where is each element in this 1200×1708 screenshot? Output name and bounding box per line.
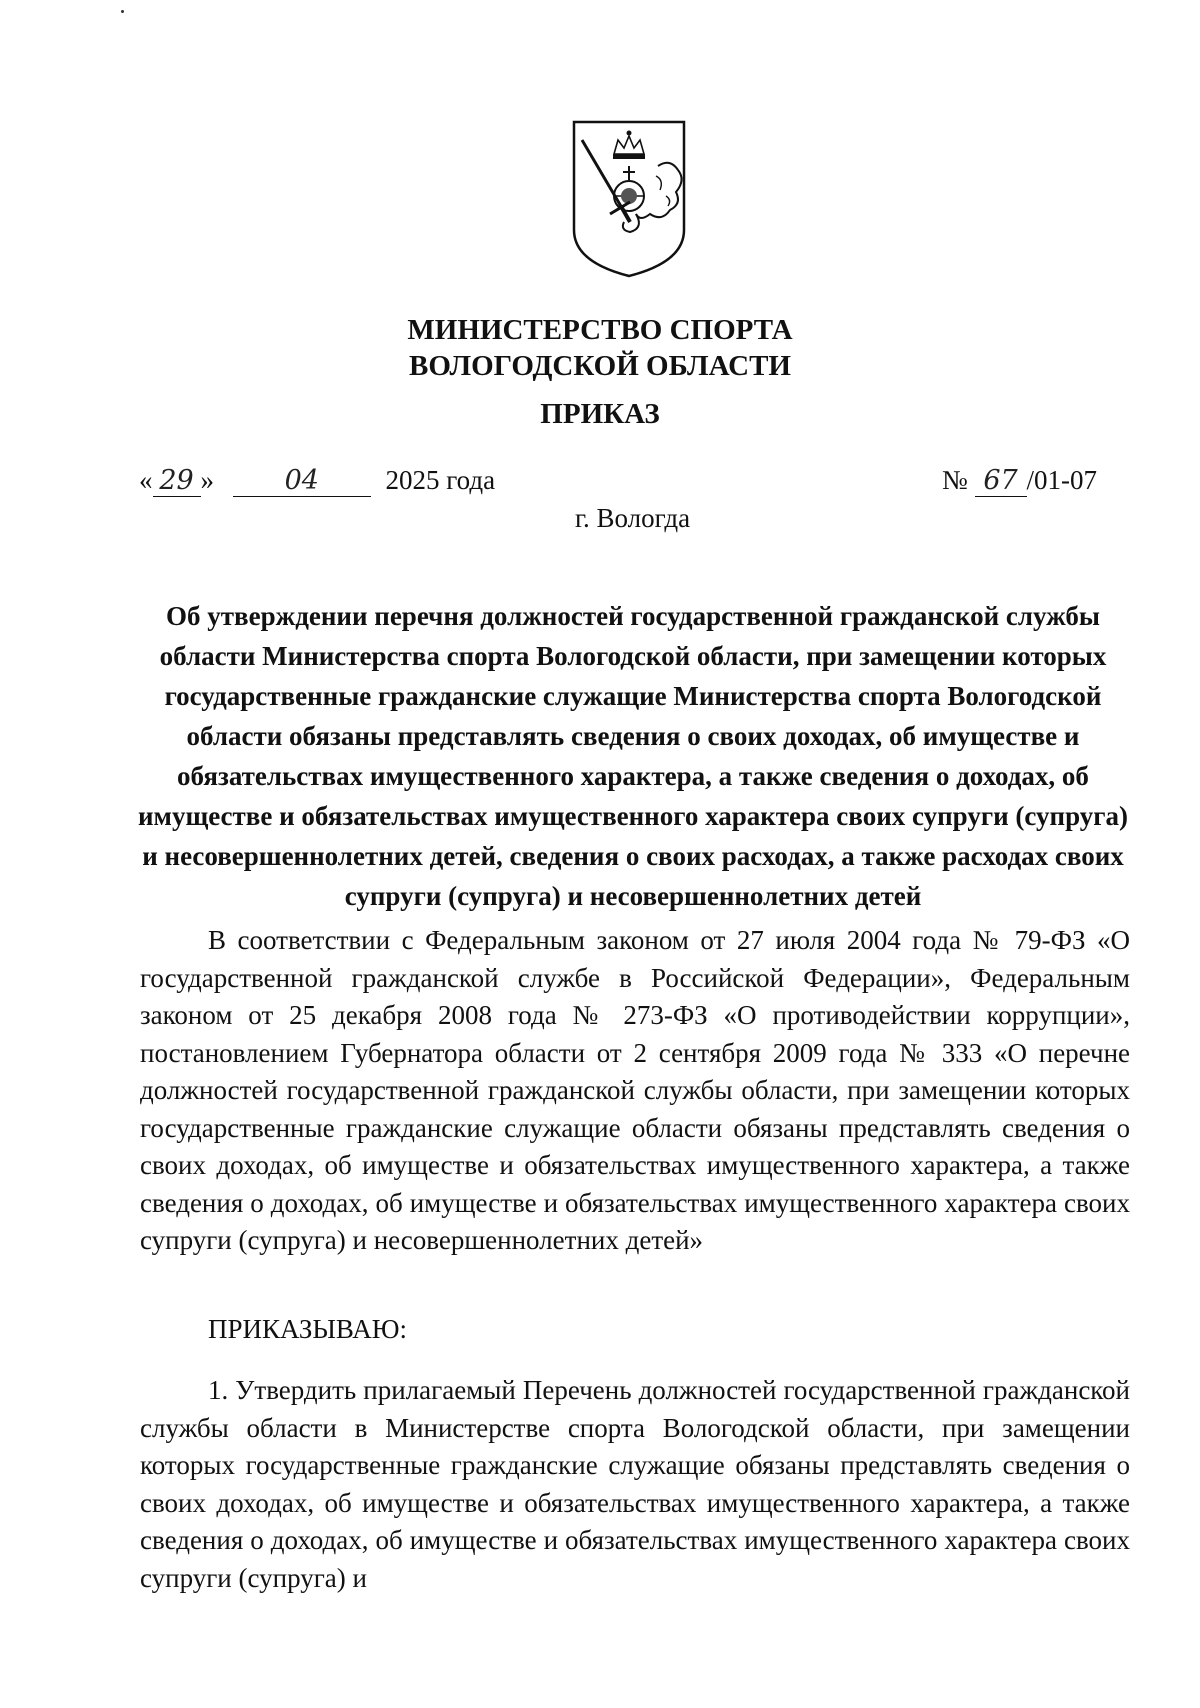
order-number: [942, 465, 1097, 497]
order-date: [139, 465, 495, 497]
number-value-handwritten: 67: [975, 466, 1027, 497]
coat-of-arms-icon: [570, 118, 688, 280]
ministry-line-1: МИНИСТЕРСТВО СПОРТА: [407, 314, 793, 346]
item-1-text: 1. Утвердить прилагаемый Перечень должностей государственной гражданской службы области в Министерстве спорта Вологодской области, при замещении которых государственные гражданские служащие обязаны представлять сведения о своих доходах, об имуществе и обязательствах имущественного характера, а также сведения о доходах, об имуществе и обязательствах имущественного характера своих супруги (супруга) и: [140, 1375, 1130, 1593]
preamble-paragraph: [140, 922, 1130, 1260]
ministry-line-2: ВОЛОГОДСКОЙ ОБЛАСТИ: [409, 350, 791, 382]
scan-speck: [121, 10, 124, 13]
date-open-quote: «: [139, 465, 153, 495]
date-day-handwritten: 29: [153, 466, 201, 497]
ministry-name: [0, 312, 1200, 384]
document-type-title: ПРИКАЗ: [540, 398, 660, 430]
orders-word: ПРИКАЗЫВАЮ:: [208, 1314, 407, 1344]
date-month-handwritten: 04: [233, 466, 371, 497]
date-close-quote: »: [200, 465, 214, 495]
preamble-text: В соответствии с Федеральным законом от 27 июля 2004 года № 79-ФЗ «О государственной гражданской службе в Российской Федерации», Федеральным законом от 25 декабря 2008 года № 273-ФЗ «О противодействии коррупции», постановлением Губернатора области от 2 сентября 2009 года № 333 «О перечне должностей государственной гражданской службы области, при замещении которых государственные гражданские служащие области обязаны представлять сведения о своих доходах, об имуществе и обязательствах имущественного характера, а также сведения о доходах, об имуществе и обязательствах имущественного характера своих супруги (супруга) и несовершеннолетних детей»: [140, 925, 1130, 1255]
number-suffix: /01-07: [1026, 465, 1098, 495]
number-prefix: №: [942, 465, 968, 495]
date-year-text: 2025 года: [385, 465, 496, 495]
item-1-paragraph: [140, 1372, 1130, 1597]
city: г. Вологда: [575, 503, 691, 533]
order-subject-heading: Об утверждении перечня должностей государственной гражданской службы области Министерства спорта Вологодской области, при замещении которых государственные гражданские служащие Министерства спорта Вологодской области обязаны представлять сведения о своих доходах, об имуществе и обязательствах имущественного характера, а также сведения о доходах, об имуществе и обязательствах имущественного характера своих супруги (супруга) и несовершеннолетних детей, сведения о своих расходах, а также расходах своих супруги (супруга) и несовершеннолетних детей: [138, 601, 1128, 911]
